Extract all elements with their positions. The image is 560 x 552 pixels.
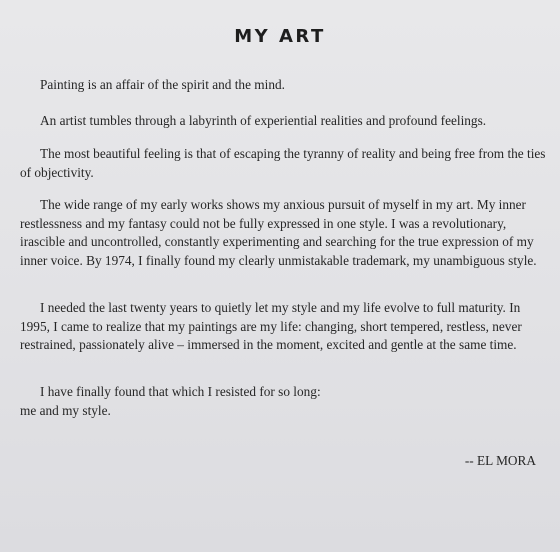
paragraph-2: An artist tumbles through a labyrinth of experiential realities and profound feelings. — [40, 113, 487, 128]
closing-line-1: I have finally found that which I resisted for so long: — [40, 384, 321, 399]
paragraph-4: The wide range of my early works shows my anxious pursuit of myself in my art. My inner restlessness and my fantasy could not be fully expressed in one style. I was a revolutionary, irascible and uncontrolled, constantly experimenting and searching for the true expression of my inner voice. By 1974, I finally found my clearly unmistakable trademark, my unambiguous style. — [20, 197, 537, 268]
paragraph-5: I needed the last twenty years to quietly let my style and my life evolve to full maturity. In 1995, I came to realize that my paintings are my life: changing, short tempered, restless, never restrained, passionately alive – immersed in the moment, excited and gentle at the same time. — [20, 300, 522, 352]
paragraph-1: Painting is an affair of the spirit and the mind. — [40, 77, 285, 92]
page-title: MY ART — [234, 26, 326, 47]
signature: -- EL MORA — [464, 453, 536, 468]
closing-line-2: me and my style. — [20, 402, 111, 418]
paragraph-3: The most beautiful feeling is that of escaping the tyranny of reality and being free from the ties of objectivity. — [20, 146, 546, 180]
closing-paragraph — [20, 383, 550, 420]
